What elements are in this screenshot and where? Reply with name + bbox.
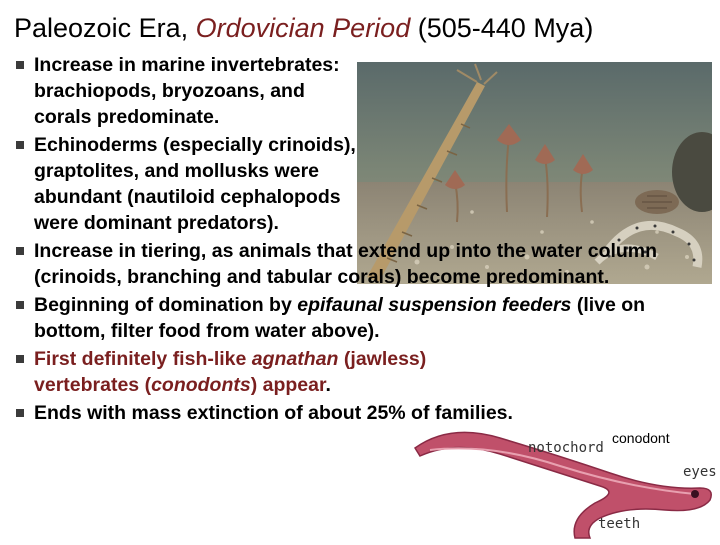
bullet-text: Echinoderms (especially crinoids), graptolites, and mollusks were abundant (nautiloid cephalopods were dominant predators). — [34, 134, 356, 234]
bullet-text: Ends with mass extinction of about 25% of families. — [34, 402, 513, 424]
square-bullet-icon — [16, 61, 24, 69]
bullet-text-red-1: First definitely fish-like — [34, 348, 252, 370]
slide-title — [14, 12, 714, 44]
bullet-text: Increase in marine invertebrates: brachiopods, bryozoans, and corals predominate. — [34, 54, 340, 128]
conodont-body-illustration — [410, 418, 720, 540]
conodont-diagram — [410, 418, 720, 540]
bullet-item-marine-invertebrates — [16, 52, 364, 130]
bullet-item-epifaunal-feeders — [16, 292, 716, 344]
bullet-text-end: (live on bottom, filter food from water above). — [34, 294, 646, 342]
notochord-label: notochord — [528, 440, 604, 456]
bullet-text-end: . — [325, 374, 331, 396]
square-bullet-icon — [16, 409, 24, 417]
bullet-text-red-3: ) appear — [250, 374, 326, 396]
conodont-caption: conodont — [612, 430, 670, 446]
bullet-text: Increase in tiering, as animals that extend up into the water column (crinoids, branching and tabular corals) become predominant. — [34, 240, 658, 288]
bullet-text-agnathan: agnathan — [251, 348, 339, 370]
square-bullet-icon — [16, 301, 24, 309]
square-bullet-icon — [16, 247, 24, 255]
title-era: Paleozoic Era, — [14, 13, 189, 43]
square-bullet-icon — [16, 141, 24, 149]
bullet-text-start: Beginning of domination by — [34, 294, 298, 316]
bullet-item-tiering — [16, 238, 716, 290]
title-date-range: (505-440 Mya) — [417, 13, 594, 43]
teeth-label: teeth — [598, 516, 641, 532]
bullet-text-red-2: (jawless) vertebrates ( — [34, 348, 427, 396]
bullet-item-echinoderms — [16, 132, 364, 236]
eyes-label: eyes — [683, 464, 717, 480]
square-bullet-icon — [16, 355, 24, 363]
title-period: Ordovician Period — [195, 13, 411, 43]
bullet-text-italic: epifaunal suspension feeders — [297, 294, 572, 316]
bullet-text-conodonts: conodonts — [151, 374, 251, 396]
bullet-list — [16, 52, 716, 426]
bullet-item-agnathan-vertebrates — [16, 346, 434, 398]
